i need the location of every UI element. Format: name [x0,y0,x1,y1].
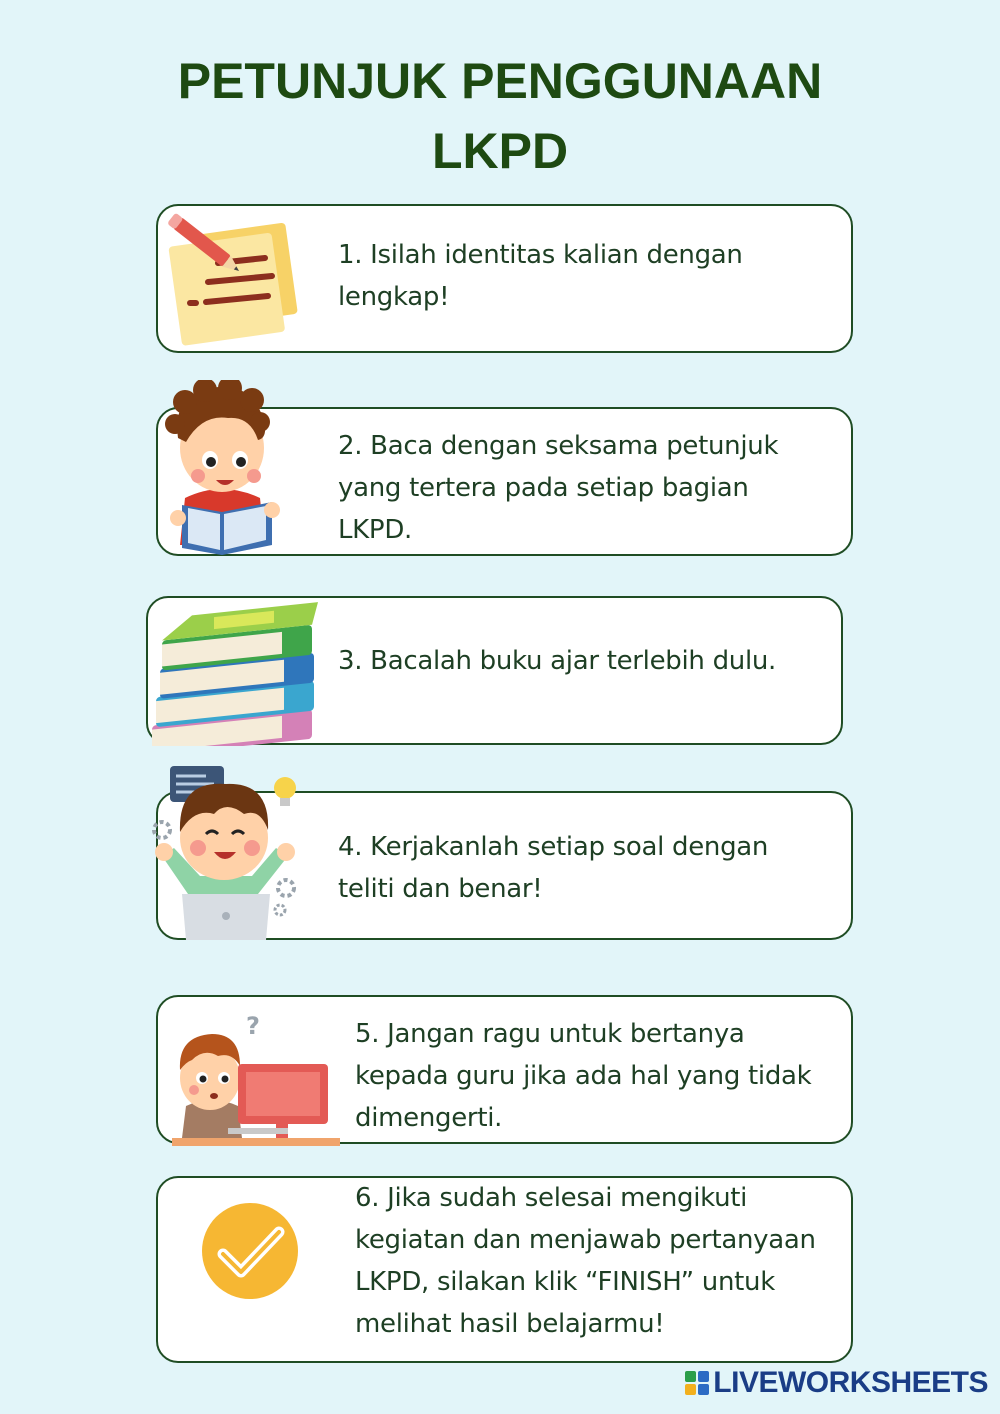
instruction-text-4: 4. Kerjakanlah setiap soal dengan teliti dan benar! [338,832,769,904]
liveworksheets-logo [685,1366,988,1400]
boy-with-laptop-icon [148,764,308,944]
svg-text:?: ? [246,1012,260,1040]
instruction-text-3: 3. Bacalah buku ajar terlebih dulu. [338,646,777,676]
checkmark-circle-icon [201,1202,299,1300]
confused-boy-computer-icon [168,1010,343,1148]
instruction-text-2: 2. Baca dengan seksama petunjuk yang tertera pada setiap bagian LKPD. [338,431,779,545]
pencil-note-icon [160,208,305,348]
instruction-text-5: 5. Jangan ragu untuk bertanya kepada guru jika ada hal yang tidak dimengerti. [355,1019,812,1133]
brand-name: LIVEWORKSHEETS [713,1366,988,1399]
page-title-line-2: LKPD [431,123,569,179]
page-title: PETUNJUK PENGGUNAAN [177,53,823,109]
liveworksheets-logo-icon [685,1371,709,1395]
instruction-text-1: 1. Isilah identitas kalian dengan lengkap! [338,240,743,312]
instruction-text-6: 6. Jika sudah selesai mengikuti kegiatan dan menjawab pertanyaan LKPD, silakan klik “FINISH” untuk melihat hasil belajarmu! [355,1183,816,1339]
stack-of-books-icon [148,596,323,746]
boy-reading-book-icon [160,380,285,558]
